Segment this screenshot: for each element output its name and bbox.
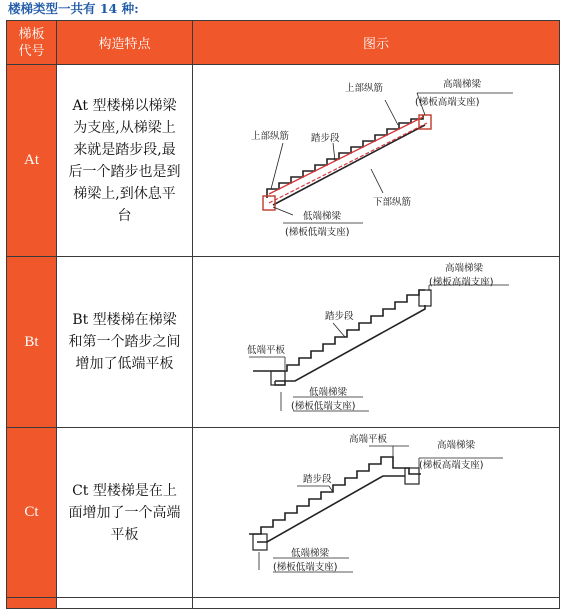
ct-label-high-beam-sub: (梯板高端支座) <box>419 460 484 471</box>
ct-label-high-slab: 高端平板 <box>349 434 388 445</box>
row-description: Bt 型楼梯在梯梁和第一个踏步之间增加了低端平板 <box>57 257 193 428</box>
row-code: At <box>7 65 57 257</box>
header-row <box>7 21 560 65</box>
header-code-line1: 梯板 <box>18 26 45 42</box>
bt-label-low-slab: 低端平板 <box>247 345 286 356</box>
row-figure <box>193 257 560 428</box>
at-label-low-beam: 低端梯梁 <box>303 211 342 222</box>
at-label-upper-rebar-right: 上部纵筋 <box>345 83 384 94</box>
table-row <box>7 428 560 598</box>
ct-label-high-beam: 高端梯梁 <box>437 440 476 451</box>
header-code-line2: 代号 <box>18 43 45 59</box>
at-label-low-beam-sub: (梯板低端支座) <box>285 227 350 238</box>
row-code: Ct <box>7 428 57 598</box>
row-figure <box>193 598 560 609</box>
at-label-step-section: 踏步段 <box>311 133 340 144</box>
row-description <box>57 598 193 609</box>
bt-stair-diagram <box>193 257 560 423</box>
at-label-upper-rebar-left: 上部纵筋 <box>251 131 290 142</box>
table-row <box>7 65 560 257</box>
table-row <box>7 257 560 428</box>
row-description: At 型楼梯以梯梁为支座,从梯梁上来就是踏步段,最后一个踏步也是到梯梁上,到休息平台 <box>57 65 193 257</box>
row-figure <box>193 65 560 257</box>
header-features: 构造特点 <box>57 21 193 65</box>
at-label-high-beam-sub: (梯板高端支座) <box>415 97 480 108</box>
ct-stair-diagram <box>193 428 560 593</box>
bt-label-low-beam-sub: (梯板低端支座) <box>291 401 356 412</box>
bt-label-high-beam-sub: (梯板高端支座) <box>429 277 494 288</box>
row-code: Bt <box>7 257 57 428</box>
ct-label-low-beam-sub: (梯板低端支座) <box>273 562 338 573</box>
at-label-high-beam: 高端梯梁 <box>443 79 482 90</box>
at-label-lower-rebar: 下部纵筋 <box>373 197 412 208</box>
page-heading: 楼梯类型一共有 14 种: <box>8 1 139 16</box>
row-description: Ct 型楼梯是在上面增加了一个高端平板 <box>57 428 193 598</box>
table-row-partial <box>7 598 560 609</box>
header-figure: 图示 <box>193 21 560 65</box>
at-stair-diagram <box>193 65 560 252</box>
header-code <box>7 21 57 65</box>
bt-label-high-beam: 高端梯梁 <box>445 263 484 274</box>
row-figure <box>193 428 560 598</box>
stair-type-table <box>6 20 560 609</box>
ct-label-step-section: 踏步段 <box>303 474 332 485</box>
row-code <box>7 598 57 609</box>
bt-label-low-beam: 低端梯梁 <box>309 387 348 398</box>
ct-label-low-beam: 低端梯梁 <box>291 548 330 559</box>
bt-label-step-section: 踏步段 <box>325 311 354 322</box>
